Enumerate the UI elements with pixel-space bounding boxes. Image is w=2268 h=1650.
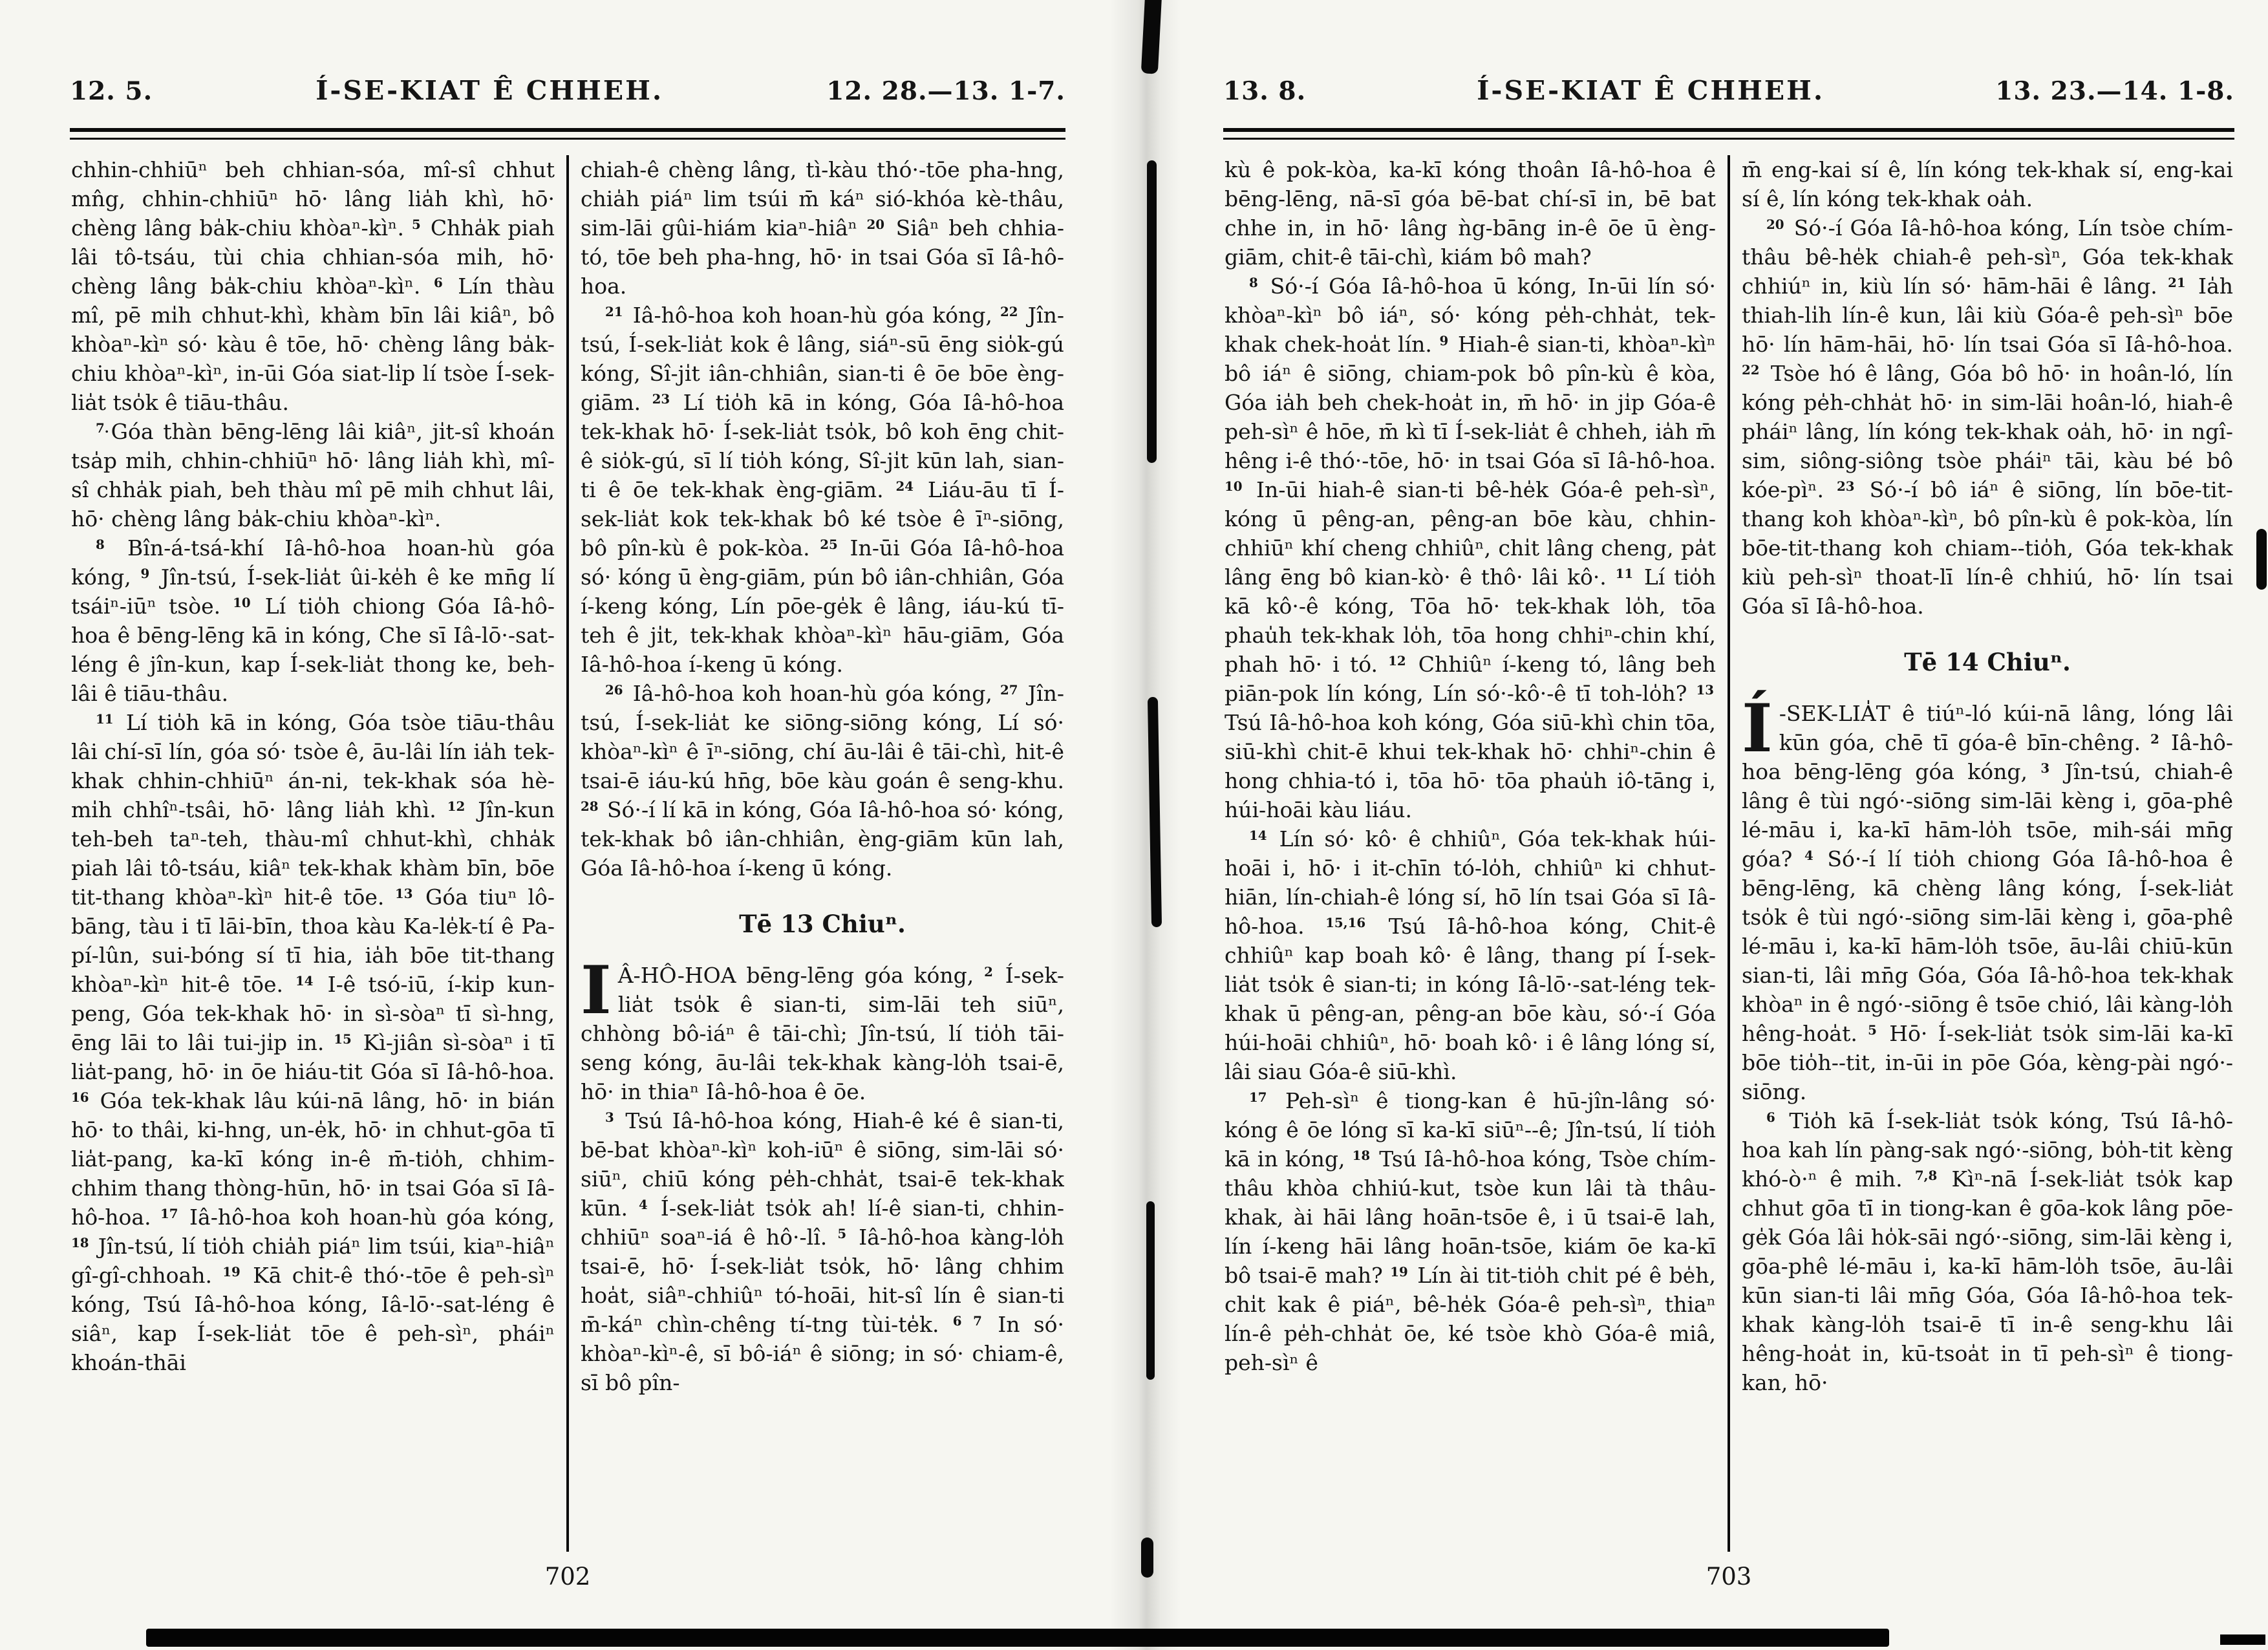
verse-number: 22 (1742, 362, 1760, 378)
verse-number: 17 (160, 1206, 178, 1222)
verse-number: 15 (334, 1031, 352, 1047)
verse-number: 2 (984, 964, 993, 980)
chapter-heading: Tē 14 Chiuⁿ. (1904, 648, 2071, 676)
verse-paragraph: $^{11}$ Lí tio̍h kā in kóng, Góa tsòe tiāu-thâu lâi chí-sī lín, góa só· tsòe ê, āu-lâi lín ia̍h tek-khak chhin-chhiūⁿ án-ni, tek-khak sóa hè-mi̍h chhîⁿ-tsâi, hō· lâng lia̍h khì. $^{12}$ Jîn-kun teh-beh taⁿ-teh, thàu-mî chhut-khì, chha̍k piah lâi tô-tsáu, kiâⁿ tek-khak khàm bīn, bōe tit-thang khòaⁿ-kìⁿ hit-ê tōe. $^{13}$ Góa tiuⁿ lô-bāng, tàu i tī lāi-bīn, thoa kàu Ka-le̍k-tí ê Pa-pí-lûn, sui-bóng sí tī hia, ia̍h bōe tit-thang khòaⁿ-kìⁿ hit-ê tōe. $^{14}$ I-ê tsó-iū, í-ki̍p kun-peng, Góa tek-khak hō· in sì-sòaⁿ tī sì-hng, ēng lāi to lâi tui-ji̍p in. $^{15}$ Kì-jiân sì-sòaⁿ i tī lia̍t-pang, hō· in ōe hiáu-tit Góa sī Iâ-hô-hoa. $^{16}$ Góa tek-khak lâu kúi-nā lâng, hō· in bián hō· to thâi, ki-hng, un-e̍k, hō· in chhut-gōa tī lia̍t-pang, ka-kī kóng in-ê m̄-tio̍h, chhim-chhim thang thòng-hūn, hō· in tsai Góa sī Iâ-hô-hoa. $^{17}$ Iâ-hô-hoa koh hoan-hù góa kóng, $^{18}$ Jîn-tsú, lí tio̍h chia̍h piáⁿ lim tsúi, kiaⁿ-hiâⁿ gî-gî-chhoah. $^{19}$ Kā chit-ê thó·-tōe ê peh-sìⁿ kóng, Tsú Iâ-hô-hoa kóng, Iâ-lō·-sat-léng ê siâⁿ, kap Í-sek-lia̍t tōe ê peh-sìⁿ, pháiⁿ khoán-thāi (71, 710, 555, 1375)
text-column-2 (581, 155, 1064, 1552)
chapter-opening-paragraph: Í -SEK-LIA̍T ê tiúⁿ-ló kúi-nā lâng, lóng lâi kūn góa, chē tī góa-ê bīn-chêng. $^2$ Iâ-hô-hoa bēng-lēng góa kóng, $^3$ Jîn-tsú, chiah-ê lâng ê tùi ngó·-siōng sim-lāi kèng i, gōa-phê lé-māu i, ka-kī hām-lo̍h tsōe, mih-sái mn̄g góa? $^4$ Só·-í lí tio̍h chiong Góa Iâ-hô-hoa ê bēng-lēng, kā chèng lâng kóng, Í-sek-lia̍t tso̍k ê tùi ngó·-siōng sim-lāi kèng i, gōa-phê lé-māu i, ka-kī hām-lo̍h tsōe, āu-lâi chiū-kūn sian-ti, lâi mn̄g Góa, Góa Iâ-hô-hoa tek-khak khòaⁿ in ê ngó·-siōng ê tsōe chió, lâi kàng-lo̍h hêng-hoa̍t. $^5$ Hō· Í-sek-lia̍t tso̍k sim-lāi ka-kī bōe tio̍h--tit, in-ūi in pōe Góa, kèng-pài ngó·-siōng. (1742, 690, 2233, 1104)
verse-number: 3 (2040, 760, 2050, 777)
header-rule (1223, 128, 2234, 140)
chapter-heading: Tē 13 Chiuⁿ. (739, 910, 906, 938)
verse-paragraph: $^3$ Tsú Iâ-hô-hoa kóng, Hiah-ê ké ê sian-ti, bē-bat khòaⁿ-kìⁿ koh-iūⁿ ê siōng, sim-lāi só· siūⁿ, chiū kóng pe̍h-chha̍t, tsai-ē tek-khak kūn. $^4$ Í-sek-lia̍t tso̍k ah! lí-ê sian-ti, chhin-chhiūⁿ soaⁿ-iá ê hô·-lî. $^5$ Iâ-hô-hoa kàng-lo̍h tsai-ē, hō· Í-sek-lia̍t tso̍k, hō· lâng chhim hoa̍t, siâⁿ-chhiûⁿ tó-hoāi, hit-sî lín ê sian-ti m̄-káⁿ chìn-chêng tí-tng tùi-te̍k. $^{6 7}$ In só· khòaⁿ-kìⁿ-ê, sī bô-iáⁿ ê siōng; in só· chiam-ê, sī bô pîn- (581, 1108, 1064, 1395)
verse-paragraph: $^8$ Bîn-á-tsá-khí Iâ-hô-hoa hoan-hù góa kóng, $^9$ Jîn-tsú, Í-sek-lia̍t ûi-ke̍h ê ke mn̄g lí tsáiⁿ-iūⁿ tsòe. $^{10}$ Lí tio̍h chiong Góa Iâ-hô-hoa ê bēng-lēng kā in kóng, Che sī Iâ-lō·-sat-léng ê jîn-kun, kap Í-sek-lia̍t thong ke, beh-lâi ê tiāu-thâu. (71, 535, 555, 706)
verse-number: 26 (605, 682, 623, 698)
verse-ref-left: 12. 5. (70, 76, 153, 106)
verse-number: 11 (96, 711, 114, 727)
verse-number: 9 (140, 566, 150, 582)
scan-artifact-bar (146, 1629, 1889, 1647)
verse-number: 18 (1352, 1148, 1371, 1164)
verse-number: 12 (1388, 653, 1406, 669)
verse-paragraph: $^{7.}$Góa thàn bēng-lēng lâi kiâⁿ, ji̍t-sî khoán tsa̍p mi̍h, chhin-chhiūⁿ hō· lâng lia̍h khì, mî-sî chha̍k piah, beh thàu mî pē mi̍h chhut lâi, hō· chèng lâng ba̍k-chiu khòaⁿ-kìⁿ. (71, 419, 555, 531)
verse-paragraph: kù ê pok-kòa, ka-kī kóng thoân Iâ-hô-hoa ê bēng-lēng, nā-sī góa bē-bat chí-sī in, bē bat chhe in, in hō· lâng ǹg-bāng in-ê ōe ū èng-giām, chit-ê tāi-chì, kiám bô mah? (1225, 157, 1716, 270)
verse-paragraph: $^{14}$ Lín só· kô· ê chhiûⁿ, Góa tek-khak húi-hoāi i, hō· i it-chīn tó-lo̍h, chhiûⁿ ki chhut-hiān, lín-chiah-ê lóng sí, hō lín tsai Góa sī Iâ-hô-hoa. $^{15,16}$ Tsú Iâ-hô-hoa kóng, Chit-ê chhiûⁿ kap boah kô· ê lâng, thang pí Í-sek-lia̍t tso̍k ê sian-ti; in kóng Iâ-lō·-sat-léng tek-khak ū pêng-an, pêng-an bōe kàu, só·-í Góa húi-hoāi chhiûⁿ, hō· boah kô· i ê lâng lóng sí, lâi siau Góa-ê siū-khì. (1225, 826, 1716, 1084)
verse-number: 21 (605, 304, 623, 320)
verse-number: 15,16 (1325, 915, 1366, 931)
verse-paragraph: $^{20}$ Só·-í Góa Iâ-hô-hoa kóng, Lín tsòe chím-thâu bê-he̍k chiah-ê peh-sìⁿ, Góa tek-khak chhiúⁿ in, kiù lín só· hām-hāi ê lâng. $^{21}$ Ia̍h thiah-li̍h lín-ê kun, lâi kiù Góa-ê peh-sìⁿ bōe hō· lín hām-hāi, hō· lín tsai Góa sī Iâ-hô-hoa. $^{22}$ Tsòe hó ê lâng, Góa bô hō· in hoân-ló, lín kóng pe̍h-chha̍t hō· in sim-lāi hoân-ló, hiah-ê pháiⁿ lâng, lín kóng tek-khak oa̍h, hō· in ngî-sim, siông-siông tsòe pháiⁿ tāi, kàu bé bô kóe-pìⁿ. $^{23}$ Só·-í bô iáⁿ ê siōng, lín bōe-tit-thang koh khòaⁿ-kìⁿ, bô pîn-kù ê pok-kòa, lín bōe-tit-thang koh chiam--tio̍h, Góa tek-khak kiù peh-sìⁿ thoat-lī lín-ê chhiú, hō· lín tsai Góa sī Iâ-hô-hoa. (1742, 215, 2233, 619)
verse-paragraph: $^{17}$ Peh-sìⁿ ê tiong-kan ê hū-jîn-lâng só· kóng ê ōe lóng sī ka-kī siūⁿ--ê; Jîn-tsú, lí tio̍h kā in kóng, $^{18}$ Tsú Iâ-hô-hoa kóng, Tsòe chím-thâu khòa chhiú-kut, tsòe kun lâi tà thâu-khak, ài hāi lâng hoān-tsōe ê, i ū tsai-ē lah, lín í-keng hāi lâng hoān-tsōe, kiám ōe ka-kī bô tsai-ē mah? $^{19}$ Lín ài tit-tio̍h chi̍t pé ê be̍h, chi̍t kak ê piáⁿ, bê-he̍k Góa-ê peh-sìⁿ, thiaⁿ lín-ê pe̍h-chha̍t ōe, ké tsòe khò Góa-ê miâ, peh-sìⁿ ê (1225, 1088, 1716, 1375)
verse-paragraph: chhin-chhiūⁿ beh chhian-sóa, mî-sî chhut mn̂g, chhin-chhiūⁿ hō· lâng lia̍h khì, hō· chèng lâng ba̍k-chiu khòaⁿ-kìⁿ. $^5$ Chha̍k piah lâi tô-tsáu, tùi chia chhian-sóa mi̍h, hō· chèng lâng ba̍k-chiu khòaⁿ-kìⁿ. $^6$ Lín thàu mî, pē mi̍h chhut-khì, khàm bīn lâi kiâⁿ, bô khòaⁿ-kìⁿ só· kàu ê tōe, hō· chèng lâng ba̍k-chiu khòaⁿ-kìⁿ, in-ūi Góa siat-li̍p lí tsòe Í-sek-lia̍t tso̍k ê tiāu-thâu. (71, 157, 555, 415)
verse-paragraph: $^{21}$ Iâ-hô-hoa koh hoan-hù góa kóng, $^{22}$ Jîn-tsú, Í-sek-lia̍t kok ê lâng, siáⁿ-sū ēng sio̍k-gú kóng, Sî-ji̍t iân-chhiân, sian-ti ê ōe bōe èng-giām. $^{23}$ Lí tio̍h kā in kóng, Góa Iâ-hô-hoa tek-khak hō· Í-sek-lia̍t tso̍k, bô koh ēng chit-ê sio̍k-gú, sī lí tio̍h kóng, Sî-ji̍t kūn lah, sian-ti ê ōe tek-khak èng-giām. $^{24}$ Liáu-āu tī Í-sek-lia̍t kok tek-khak bô ké tsòe ê īⁿ-siōng, bô pîn-kù ê pok-kòa. $^{25}$ In-ūi Góa Iâ-hô-hoa só· kóng ū èng-giām, pún bô iân-chhiân, Góa í-keng kóng, Lín pōe-ge̍k ê lâng, iáu-kú tī-teh ê ji̍t, tek-khak khòaⁿ-kìⁿ hāu-giām, Góa Iâ-hô-hoa í-keng ū kóng. (581, 303, 1064, 677)
running-head (1223, 75, 2234, 106)
verse-paragraph: $^{26}$ Iâ-hô-hoa koh hoan-hù góa kóng, $^{27}$ Jîn-tsú, Í-sek-lia̍t ke siōng-siōng kóng, Lí só· khòaⁿ-kìⁿ ê īⁿ-siōng, chí āu-lâi ê tāi-chì, hit-ê tsai-ē iáu-kú hn̄g, bōe kàu goán ê seng-khu. $^{28}$ Só·-í lí kā in kóng, Góa Iâ-hô-hoa só· kóng, tek-khak bô iân-chhiân, èng-giām kūn lah, Góa Iâ-hô-hoa í-keng ū kóng. (581, 681, 1064, 881)
verse-number: 14 (295, 973, 314, 989)
book-gutter-shadow (1109, 0, 1181, 1650)
verse-ref-right: 13. 23.—14. 1-8. (1995, 76, 2234, 106)
verse-number: 5 (837, 1226, 847, 1242)
verse-number: 14 (1249, 828, 1267, 844)
verse-number: 2 (2150, 731, 2159, 747)
verse-number: 21 (2168, 275, 2186, 291)
text-column-1 (71, 155, 555, 1552)
text-column-4 (1742, 155, 2233, 1552)
verse-number: 19 (1390, 1264, 1408, 1280)
verse-number: 8 (96, 537, 105, 553)
verse-number: 6 (433, 275, 443, 291)
verse-number: 8 (1249, 275, 1258, 291)
book-title: Í-SE-KIAT Ê CHHEH. (316, 75, 664, 106)
verse-number: 9 (1439, 333, 1449, 349)
header-rule (70, 128, 1065, 140)
verse-number: 10 (233, 595, 251, 611)
page-702 (70, 0, 1065, 1650)
verse-number: 12 (447, 798, 465, 815)
verse-number: 13 (1696, 682, 1714, 698)
verse-number: 11 (1615, 566, 1634, 582)
verse-number: 6 7 (952, 1313, 982, 1329)
edge-ink-mark (2256, 529, 2267, 590)
verse-number: 3 (605, 1109, 614, 1126)
verse-number: 16 (71, 1089, 89, 1106)
text-columns (1225, 155, 2233, 1552)
verse-number: 7. (96, 420, 109, 436)
verse-number: 23 (1837, 478, 1855, 495)
scan-artifact-bar-small (2220, 1634, 2265, 1645)
verse-ref-right: 12. 28.—13. 1-7. (826, 76, 1065, 106)
verse-number: 4 (639, 1197, 648, 1213)
verse-paragraph: chiah-ê chèng lâng, tì-kàu thó·-tōe pha-hng, chia̍h piáⁿ lim tsúi m̄ káⁿ sió-khóa kè-thâu, sim-lāi gûi-hiám kiaⁿ-hiâⁿ $^{20}$ Siâⁿ beh chhia-tó, tōe beh pha-hng, hō· in tsai Góa sī Iâ-hô-hoa. (581, 157, 1064, 299)
verse-number: 7,8 (1914, 1168, 1938, 1184)
text-column-3 (1225, 155, 1716, 1552)
verse-paragraph: $^6$ Tio̍h kā Í-sek-lia̍t tso̍k kóng, Tsú Iâ-hô-hoa kah lín pàng-sak ngó·-siōng, bo̍h-tit kèng khó-ò·ⁿ ê mih. $^{7,8}$ Kìⁿ-nā Í-sek-lia̍t tso̍k kap chhut gōa tī in tiong-kan ê gōa-kok lâng pōe-ge̍k Góa lâi ho̍k-sāi ngó·-siōng, sim-lāi kèng i, gōa-phê lé-māu i, ka-kī hām-lo̍h tsōe, āu-lâi kūn sian-ti lâi mn̄g Góa, Góa Iâ-hô-hoa tek-khak kàng-lo̍h tsai-ē tī in-ê seng-khu lâi hêng-hoa̍t in, kū-tsoa̍t in tī peh-sìⁿ ê tiong-kan, hō· (1742, 1108, 2233, 1395)
verse-number: 18 (71, 1235, 89, 1251)
book-title: Í-SE-KIAT Ê CHHEH. (1477, 75, 1825, 106)
verse-number: 10 (1225, 478, 1243, 495)
gutter-ink-mark (1147, 160, 1157, 463)
drop-cap-initial: I (581, 952, 612, 1029)
verse-number: 28 (581, 798, 599, 815)
page-number: 702 (544, 1563, 591, 1591)
chapter-opening-paragraph: I Â-HÔ-HOA bēng-lēng góa kóng, $^2$ Í-sek-lia̍t tso̍k ê sian-ti, sim-lāi teh siūⁿ, chhòng bô-iáⁿ ê tāi-chì; Jîn-tsú, lí tio̍h tāi-seng kóng, āu-lâi tek-khak kàng-lo̍h tsai-ē, hō· in thiaⁿ Iâ-hô-hoa ê ōe. (581, 952, 1064, 1104)
verse-number: 4 (1804, 848, 1813, 864)
page-703 (1223, 0, 2234, 1650)
verse-paragraph: $^8$ Só·-í Góa Iâ-hô-hoa ū kóng, In-ūi lín só· khòaⁿ-kìⁿ bô iáⁿ, só· kóng pe̍h-chha̍t, tek-khak chek-hoa̍t lín. $^9$ Hiah-ê sian-ti, khòaⁿ-kìⁿ bô iáⁿ ê siōng, chiam-pok bô pîn-kù ê kòa, Góa ia̍h beh chek-hoa̍t in, m̄ hō· in ji̍p Góa-ê peh-sìⁿ ê hōe, m̄ kì tī Í-sek-lia̍t ê chheh, ia̍h m̄ hêng i-ê thó·-tōe, hō· in tsai Góa sī Iâ-hô-hoa. $^{10}$ In-ūi hiah-ê sian-ti bê-he̍k Góa-ê peh-sìⁿ, kóng ū pêng-an, pêng-an bōe kàu, chhin-chhiūⁿ khí cheng chhiûⁿ, chi̍t lâng cheng, pa̍t lâng ēng bô kian-kò· ê thô· lâi kô·. $^{11}$ Lí tio̍h kā kô·-ê kóng, Tōa hō· tek-khak lo̍h, tōa phau̍h tek-khak lo̍h, tōa hong chhiⁿ-chin khí, phah hō· i tó. $^{12}$ Chhiûⁿ í-keng tó, lâng beh piān-pok lín kóng, Lín só·-kô·-ê tī toh-lo̍h? $^{13}$ Tsú Iâ-hô-hoa koh kóng, Góa siū-khì chin tōa, siū-khì chit-ē khui tek-khak hō· chhiⁿ-chin ê hong chhia-tó i, tōa hō· tōa phau̍h iô-tāng i, húi-hoāi kàu liáu. (1225, 273, 1716, 822)
text-columns (71, 155, 1064, 1552)
verse-number: 24 (895, 478, 914, 495)
verse-number: 17 (1249, 1089, 1267, 1106)
verse-number: 5 (412, 217, 421, 233)
page-number: 703 (1706, 1563, 1752, 1591)
verse-number: 25 (820, 537, 838, 553)
verse-number: 23 (652, 391, 670, 407)
verse-number: 20 (1766, 217, 1784, 233)
verse-number: 5 (1868, 1022, 1877, 1038)
running-head (70, 75, 1065, 106)
verse-number: 6 (1766, 1109, 1775, 1126)
column-divider (566, 155, 569, 1552)
drop-cap-initial: Í (1742, 690, 1773, 767)
verse-number: 13 (394, 886, 413, 902)
verse-number: 20 (866, 217, 885, 233)
verse-number: 27 (1000, 682, 1018, 698)
column-divider (1728, 155, 1730, 1552)
verse-ref-left: 13. 8. (1223, 76, 1307, 106)
gutter-ink-mark (1141, 1538, 1153, 1578)
gutter-ink-mark (1146, 1201, 1155, 1380)
verse-number: 22 (1000, 304, 1018, 320)
verse-number: 19 (222, 1264, 241, 1280)
verse-paragraph: m̄ eng-kai sí ê, lín kóng tek-khak sí, eng-kai sí ê, lín kóng tek-khak oa̍h. (1742, 157, 2233, 211)
